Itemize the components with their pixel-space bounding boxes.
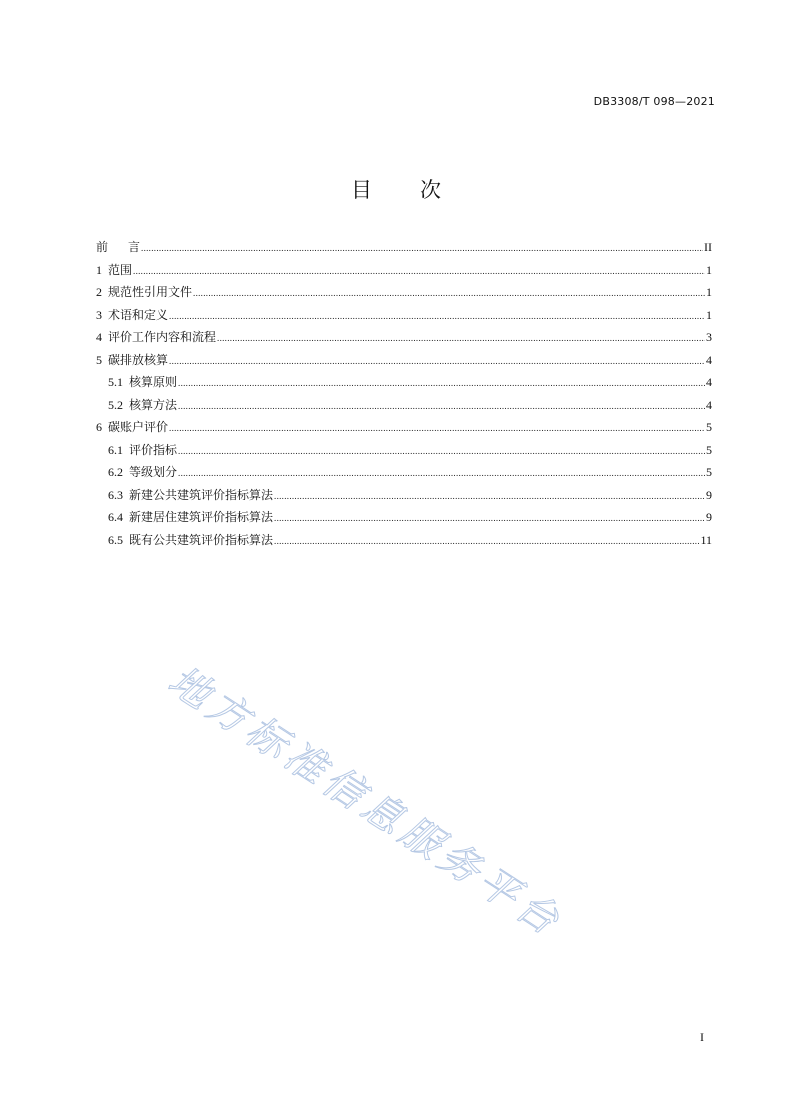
toc-entry-6-5[interactable]: [96, 531, 712, 554]
leader-dots: [193, 288, 705, 298]
title-char-2: 次: [420, 178, 441, 202]
toc-entry-page: 3: [706, 330, 712, 344]
toc-entry-page: 1: [706, 262, 712, 277]
toc-entry-page: 1: [706, 285, 712, 299]
leader-dots: [178, 446, 705, 456]
leader-dots: [169, 356, 705, 366]
toc-entry-label: 等级划分: [129, 465, 178, 479]
toc-entry-label: 范围: [108, 262, 133, 277]
toc-entry-page: 5: [706, 442, 712, 457]
toc-entry-number: 3: [96, 307, 102, 322]
toc-entry-label: 评价指标: [129, 442, 178, 457]
leader-dots: [169, 423, 705, 433]
toc-entry-page: 4: [706, 352, 712, 367]
toc-entry-number: 前: [96, 240, 109, 254]
leader-dots: [274, 491, 705, 501]
toc-entry-label: 核算原则: [129, 375, 178, 389]
leader-dots: [178, 378, 705, 388]
toc-entry-number: 6.2: [108, 465, 123, 479]
toc-entry-label: 言: [128, 240, 141, 254]
toc-entry-label: 新建公共建筑评价指标算法: [129, 487, 274, 502]
toc-entry-5[interactable]: [96, 351, 712, 374]
toc-entry-2[interactable]: [96, 283, 712, 306]
leader-dots: [133, 266, 705, 276]
toc-entry-5-2[interactable]: [96, 396, 712, 419]
toc-entry-page: 1: [706, 307, 712, 322]
leader-dots: [217, 333, 705, 343]
toc-entry-1[interactable]: [96, 261, 712, 284]
toc-entry-label: 核算方法: [129, 397, 178, 412]
toc-entry-6-2[interactable]: [96, 463, 712, 486]
toc-entry-label: 术语和定义: [108, 307, 169, 322]
toc-entry-number: 1: [96, 262, 102, 277]
toc-entry-4[interactable]: [96, 328, 712, 351]
toc-entry-3[interactable]: [96, 306, 712, 329]
toc-entry-page: II: [704, 240, 712, 254]
watermark: 地方标准信息服务平台: [160, 657, 571, 947]
toc-entry-page: 5: [706, 420, 712, 434]
toc-entry-label: 碳排放核算: [108, 352, 169, 367]
toc-entry-number: 6.1: [108, 442, 123, 457]
toc-entry-number: 6.5: [108, 532, 123, 547]
toc-entry-page: 4: [706, 375, 712, 389]
toc-entry-page: 9: [706, 510, 712, 524]
document-code: DB3308/T 098—2021: [593, 95, 715, 108]
toc-entry-label: 碳账户评价: [108, 420, 169, 434]
toc-entry-6[interactable]: [96, 418, 712, 441]
toc-entry-number: 5: [96, 352, 102, 367]
toc-entry-5-1[interactable]: [96, 373, 712, 396]
leader-dots: [274, 513, 705, 523]
toc-entry-page: 11: [700, 532, 712, 547]
toc-entry-label: 新建居住建筑评价指标算法: [129, 510, 274, 524]
toc-entry-6-4[interactable]: [96, 508, 712, 531]
leader-dots: [274, 536, 699, 546]
title-char-1: 目: [351, 178, 372, 202]
toc-entry-label: 规范性引用文件: [108, 285, 193, 299]
toc-entry-page: 4: [706, 397, 712, 412]
toc-entry-number: 4: [96, 330, 102, 344]
toc-entry-number: 6.3: [108, 487, 123, 502]
leader-dots: [141, 243, 703, 253]
toc-entry-label: 既有公共建筑评价指标算法: [129, 532, 274, 547]
toc-entry-page: 9: [706, 487, 712, 502]
page-title: [0, 174, 792, 204]
page-number: I: [700, 1030, 704, 1044]
leader-dots: [178, 468, 705, 478]
toc-entry-6-1[interactable]: [96, 441, 712, 464]
leader-dots: [178, 401, 705, 411]
toc-entry-number: 6.4: [108, 510, 123, 524]
toc-entry-number: 5.1: [108, 375, 123, 389]
toc-entry-number: 2: [96, 285, 102, 299]
table-of-contents: [96, 238, 712, 553]
toc-entry-label: 评价工作内容和流程: [108, 330, 217, 344]
toc-entry-foreword[interactable]: [96, 238, 712, 261]
toc-entry-page: 5: [706, 465, 712, 479]
toc-entry-number: 5.2: [108, 397, 123, 412]
leader-dots: [169, 311, 705, 321]
toc-entry-number: 6: [96, 420, 102, 434]
toc-entry-6-3[interactable]: [96, 486, 712, 509]
